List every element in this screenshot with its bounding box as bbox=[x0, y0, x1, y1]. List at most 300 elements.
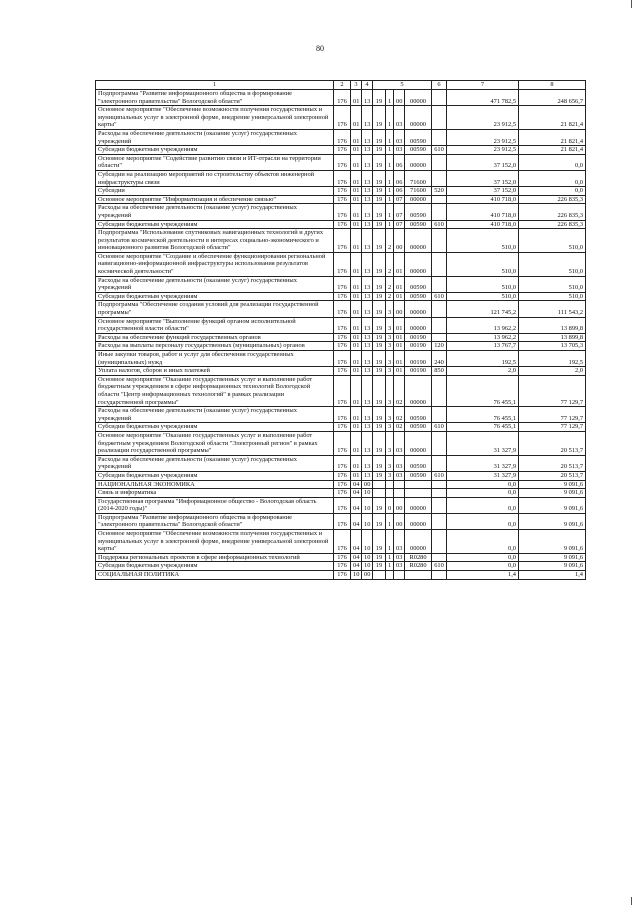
row-code-expense-type bbox=[432, 480, 447, 489]
table-row bbox=[96, 276, 586, 292]
row-code-program: 19 bbox=[373, 129, 386, 145]
row-code-subsection: 00 bbox=[362, 571, 373, 580]
row-code-admin: 176 bbox=[334, 106, 351, 130]
row-code-expense-type bbox=[432, 170, 447, 186]
row-code-admin: 176 bbox=[334, 497, 351, 513]
row-code-section: 04 bbox=[351, 562, 362, 571]
row-code-subsection: 13 bbox=[362, 351, 373, 367]
row-code-direction: 71600 bbox=[405, 170, 432, 186]
row-description: Поддержка региональных проектов в сфере информационных технологий bbox=[96, 553, 334, 562]
row-code-subsection: 10 bbox=[362, 489, 373, 498]
row-code-section: 01 bbox=[351, 252, 362, 276]
row-code-program: 19 bbox=[373, 333, 386, 342]
row-code-event: 03 bbox=[394, 129, 405, 145]
row-code-section: 01 bbox=[351, 220, 362, 229]
row-code-subprogram: 3 bbox=[386, 471, 394, 480]
row-description: Подпрограмма "Развитие информационного общества и формирование "электронного правительства" Вологодской области" bbox=[96, 90, 334, 106]
row-code-admin: 176 bbox=[334, 480, 351, 489]
row-amount-year1: 31 327,9 bbox=[447, 455, 519, 471]
row-description: Субсидии бюджетным учреждениям bbox=[96, 471, 334, 480]
row-code-event: 00 bbox=[394, 497, 405, 513]
row-code-event: 01 bbox=[394, 367, 405, 376]
row-code-subprogram: 3 bbox=[386, 367, 394, 376]
row-description: Субсидии бюджетным учреждениям bbox=[96, 146, 334, 155]
row-code-subprogram: 3 bbox=[386, 431, 394, 455]
row-code-subsection: 13 bbox=[362, 333, 373, 342]
row-amount-year1: 37 152,0 bbox=[447, 154, 519, 170]
row-amount-year1: 13 962,2 bbox=[447, 317, 519, 333]
row-code-subsection: 13 bbox=[362, 367, 373, 376]
row-amount-year2: 226 835,3 bbox=[519, 204, 586, 220]
row-code-expense-type bbox=[432, 317, 447, 333]
scan-edge-mark-top bbox=[631, 0, 632, 8]
row-code-subprogram: 2 bbox=[386, 276, 394, 292]
row-code-subprogram: 1 bbox=[386, 562, 394, 571]
row-amount-year2: 510,0 bbox=[519, 229, 586, 253]
row-description: Иные закупки товаров, работ и услуг для обеспечения государственных (муниципальных) нужд bbox=[96, 351, 334, 367]
row-code-admin: 176 bbox=[334, 530, 351, 554]
row-code-admin: 176 bbox=[334, 292, 351, 301]
row-code-subprogram: 3 bbox=[386, 423, 394, 432]
row-amount-year2: 510,0 bbox=[519, 276, 586, 292]
row-code-program: 19 bbox=[373, 292, 386, 301]
table-row bbox=[96, 562, 586, 571]
row-description: Расходы на обеспечение деятельности (оказание услуг) государственных учреждений bbox=[96, 204, 334, 220]
row-code-subprogram: 3 bbox=[386, 407, 394, 423]
budget-table-body bbox=[96, 81, 586, 580]
row-code-event: 06 bbox=[394, 154, 405, 170]
row-amount-year2: 13 705,3 bbox=[519, 342, 586, 351]
row-code-program: 19 bbox=[373, 220, 386, 229]
row-code-program: 19 bbox=[373, 204, 386, 220]
row-amount-year2: 9 091,6 bbox=[519, 497, 586, 513]
row-amount-year1: 76 455,1 bbox=[447, 375, 519, 406]
row-code-direction: 00590 bbox=[405, 276, 432, 292]
row-code-section: 01 bbox=[351, 195, 362, 204]
row-description: Основное мероприятие "Оказание государственных услуг и выполнение работ бюджетным учреждением Вологодской области "Электронный регион" в рамках реализации государственной программы" bbox=[96, 431, 334, 455]
row-code-admin: 176 bbox=[334, 252, 351, 276]
table-row bbox=[96, 187, 586, 196]
row-amount-year2: 0,0 bbox=[519, 154, 586, 170]
row-amount-year2: 226 835,3 bbox=[519, 195, 586, 204]
row-code-admin: 176 bbox=[334, 204, 351, 220]
row-code-section: 01 bbox=[351, 407, 362, 423]
row-code-subsection: 13 bbox=[362, 455, 373, 471]
row-amount-year1: 0,0 bbox=[447, 489, 519, 498]
row-code-subsection: 13 bbox=[362, 170, 373, 186]
row-description: Государственная программа "Информационное общество - Вологодская область (2014-2020 годы)" bbox=[96, 497, 334, 513]
row-code-subsection: 10 bbox=[362, 530, 373, 554]
row-amount-year1: 0,0 bbox=[447, 513, 519, 529]
row-code-direction: R0280 bbox=[405, 562, 432, 571]
row-code-section: 01 bbox=[351, 129, 362, 145]
row-code-section: 01 bbox=[351, 170, 362, 186]
row-code-section: 04 bbox=[351, 489, 362, 498]
row-code-program: 19 bbox=[373, 90, 386, 106]
table-row bbox=[96, 195, 586, 204]
row-code-subprogram: 1 bbox=[386, 154, 394, 170]
row-amount-year1: 37 152,0 bbox=[447, 170, 519, 186]
row-amount-year2: 1,4 bbox=[519, 571, 586, 580]
header-cell: 6 bbox=[432, 81, 447, 90]
row-description: Уплата налогов, сборов и иных платежей bbox=[96, 367, 334, 376]
row-description: Расходы на обеспечение деятельности (оказание услуг) государственных учреждений bbox=[96, 407, 334, 423]
row-amount-year2: 9 091,6 bbox=[519, 562, 586, 571]
row-code-event: 00 bbox=[394, 301, 405, 317]
row-code-admin: 176 bbox=[334, 455, 351, 471]
row-code-subprogram: 3 bbox=[386, 301, 394, 317]
row-code-section: 10 bbox=[351, 571, 362, 580]
row-description: Основное мероприятие "Содействие развитию связи и ИТ-отрасли на территории области" bbox=[96, 154, 334, 170]
row-code-admin: 176 bbox=[334, 571, 351, 580]
row-description: Основное мероприятие "Создание и обеспечение функционирования региональной навигационно-информационной инфраструктуры использования результатов космической деятельности" bbox=[96, 252, 334, 276]
row-code-direction: 00000 bbox=[405, 513, 432, 529]
row-code-event: 01 bbox=[394, 276, 405, 292]
row-code-subprogram: 1 bbox=[386, 146, 394, 155]
row-code-expense-type bbox=[432, 530, 447, 554]
row-code-direction: 71600 bbox=[405, 187, 432, 196]
row-code-expense-type bbox=[432, 195, 447, 204]
row-code-expense-type bbox=[432, 431, 447, 455]
row-code-direction: 00590 bbox=[405, 407, 432, 423]
row-code-direction: 00000 bbox=[405, 252, 432, 276]
row-code-expense-type: 610 bbox=[432, 423, 447, 432]
row-code-program bbox=[373, 489, 386, 498]
row-code-direction: 00000 bbox=[405, 317, 432, 333]
row-amount-year1: 510,0 bbox=[447, 292, 519, 301]
row-code-event: 03 bbox=[394, 431, 405, 455]
row-code-section: 01 bbox=[351, 229, 362, 253]
row-code-expense-type bbox=[432, 497, 447, 513]
table-row bbox=[96, 367, 586, 376]
row-amount-year2: 9 091,6 bbox=[519, 530, 586, 554]
row-code-direction bbox=[405, 489, 432, 498]
row-code-expense-type bbox=[432, 333, 447, 342]
row-code-expense-type bbox=[432, 106, 447, 130]
row-code-expense-type: 610 bbox=[432, 220, 447, 229]
column-number-row bbox=[96, 81, 586, 90]
row-amount-year2: 77 129,7 bbox=[519, 375, 586, 406]
row-code-subsection: 13 bbox=[362, 342, 373, 351]
table-row bbox=[96, 129, 586, 145]
row-amount-year2: 20 513,7 bbox=[519, 471, 586, 480]
row-amount-year2: 77 129,7 bbox=[519, 407, 586, 423]
row-amount-year1: 410 718,0 bbox=[447, 220, 519, 229]
row-code-expense-type: 610 bbox=[432, 292, 447, 301]
row-code-program bbox=[373, 571, 386, 580]
row-code-subprogram: 1 bbox=[386, 90, 394, 106]
table-row bbox=[96, 497, 586, 513]
row-description: СОЦИАЛЬНАЯ ПОЛИТИКА bbox=[96, 571, 334, 580]
row-code-admin: 176 bbox=[334, 220, 351, 229]
table-row bbox=[96, 106, 586, 130]
row-amount-year1: 0,0 bbox=[447, 562, 519, 571]
table-row bbox=[96, 423, 586, 432]
row-amount-year2: 21 821,4 bbox=[519, 146, 586, 155]
row-code-subsection: 00 bbox=[362, 480, 373, 489]
row-amount-year1: 510,0 bbox=[447, 252, 519, 276]
row-code-program: 19 bbox=[373, 317, 386, 333]
row-code-direction: 00000 bbox=[405, 375, 432, 406]
row-code-subprogram: 2 bbox=[386, 292, 394, 301]
row-amount-year1: 471 782,5 bbox=[447, 90, 519, 106]
row-code-program: 19 bbox=[373, 187, 386, 196]
row-code-section: 01 bbox=[351, 375, 362, 406]
row-code-section: 01 bbox=[351, 455, 362, 471]
row-amount-year2: 226 835,3 bbox=[519, 220, 586, 229]
row-code-program: 19 bbox=[373, 252, 386, 276]
row-description: Расходы на обеспечение деятельности (оказание услуг) государственных учреждений bbox=[96, 455, 334, 471]
row-amount-year2: 248 656,7 bbox=[519, 90, 586, 106]
row-code-program: 19 bbox=[373, 530, 386, 554]
row-code-program: 19 bbox=[373, 562, 386, 571]
row-code-event: 01 bbox=[394, 333, 405, 342]
row-code-expense-type bbox=[432, 553, 447, 562]
row-code-program: 19 bbox=[373, 423, 386, 432]
row-code-section: 01 bbox=[351, 423, 362, 432]
row-code-subsection: 13 bbox=[362, 276, 373, 292]
row-code-event: 03 bbox=[394, 471, 405, 480]
row-code-event bbox=[394, 571, 405, 580]
page-number: 80 bbox=[316, 44, 324, 53]
row-code-subsection: 10 bbox=[362, 562, 373, 571]
row-amount-year1: 31 327,9 bbox=[447, 431, 519, 455]
row-code-direction: 00590 bbox=[405, 204, 432, 220]
row-code-admin: 176 bbox=[334, 90, 351, 106]
row-code-admin: 176 bbox=[334, 375, 351, 406]
row-code-direction: 00190 bbox=[405, 367, 432, 376]
row-code-event bbox=[394, 480, 405, 489]
table-row bbox=[96, 154, 586, 170]
row-code-subprogram bbox=[386, 480, 394, 489]
row-amount-year2: 21 821,4 bbox=[519, 129, 586, 145]
row-code-expense-type bbox=[432, 455, 447, 471]
row-amount-year1: 0,0 bbox=[447, 553, 519, 562]
row-code-subprogram: 2 bbox=[386, 229, 394, 253]
row-code-admin: 176 bbox=[334, 407, 351, 423]
row-code-subprogram: 3 bbox=[386, 333, 394, 342]
row-amount-year1: 23 912,5 bbox=[447, 106, 519, 130]
row-description: Субсидии на реализацию мероприятий по строительству объектов инженерной инфраструктуры связи bbox=[96, 170, 334, 186]
row-code-direction: 00000 bbox=[405, 497, 432, 513]
row-code-direction bbox=[405, 480, 432, 489]
row-code-direction: R0280 bbox=[405, 553, 432, 562]
row-code-subsection: 13 bbox=[362, 375, 373, 406]
row-code-subprogram: 1 bbox=[386, 220, 394, 229]
row-description: Субсидии бюджетным учреждениям bbox=[96, 292, 334, 301]
row-code-program: 19 bbox=[373, 497, 386, 513]
row-code-admin: 176 bbox=[334, 423, 351, 432]
row-code-section: 01 bbox=[351, 317, 362, 333]
row-code-subsection: 13 bbox=[362, 252, 373, 276]
row-code-event: 00 bbox=[394, 513, 405, 529]
row-code-program: 19 bbox=[373, 106, 386, 130]
row-description: Подпрограмма "Развитие информационного общества и формирование "электронного правительства" Вологодской области" bbox=[96, 513, 334, 529]
header-cell: 2 bbox=[334, 81, 351, 90]
table-row bbox=[96, 471, 586, 480]
row-code-expense-type bbox=[432, 276, 447, 292]
row-code-event: 02 bbox=[394, 423, 405, 432]
row-code-event: 03 bbox=[394, 553, 405, 562]
row-code-event: 03 bbox=[394, 562, 405, 571]
row-code-subprogram: 3 bbox=[386, 375, 394, 406]
table-row bbox=[96, 333, 586, 342]
row-code-event: 07 bbox=[394, 195, 405, 204]
table-row bbox=[96, 292, 586, 301]
row-description: НАЦИОНАЛЬНАЯ ЭКОНОМИКА bbox=[96, 480, 334, 489]
row-code-event: 00 bbox=[394, 229, 405, 253]
row-description: Расходы на обеспечение деятельности (оказание услуг) государственных учреждений bbox=[96, 276, 334, 292]
row-code-subprogram: 1 bbox=[386, 170, 394, 186]
row-code-section: 01 bbox=[351, 342, 362, 351]
row-description: Основное мероприятие "Выполнение функций органом исполнительной государственной власти области" bbox=[96, 317, 334, 333]
row-code-direction: 00000 bbox=[405, 530, 432, 554]
table-row bbox=[96, 407, 586, 423]
row-code-expense-type bbox=[432, 513, 447, 529]
row-amount-year1: 23 912,5 bbox=[447, 146, 519, 155]
row-code-expense-type bbox=[432, 489, 447, 498]
row-code-event: 03 bbox=[394, 146, 405, 155]
row-code-program: 19 bbox=[373, 513, 386, 529]
row-code-admin: 176 bbox=[334, 351, 351, 367]
row-code-admin: 176 bbox=[334, 513, 351, 529]
row-amount-year2: 111 543,2 bbox=[519, 301, 586, 317]
row-code-expense-type bbox=[432, 375, 447, 406]
row-amount-year2: 77 129,7 bbox=[519, 423, 586, 432]
row-amount-year1: 1,4 bbox=[447, 571, 519, 580]
row-code-direction: 00590 bbox=[405, 423, 432, 432]
row-code-admin: 176 bbox=[334, 146, 351, 155]
table-row bbox=[96, 220, 586, 229]
row-code-expense-type bbox=[432, 229, 447, 253]
table-row bbox=[96, 301, 586, 317]
row-code-admin: 176 bbox=[334, 187, 351, 196]
row-code-expense-type: 240 bbox=[432, 351, 447, 367]
row-code-expense-type: 610 bbox=[432, 146, 447, 155]
row-code-expense-type bbox=[432, 571, 447, 580]
row-code-expense-type bbox=[432, 129, 447, 145]
scan-edge-mark-bottom bbox=[631, 897, 632, 905]
row-code-direction: 00590 bbox=[405, 292, 432, 301]
row-amount-year2: 13 899,8 bbox=[519, 333, 586, 342]
row-code-subsection: 13 bbox=[362, 423, 373, 432]
row-description: Расходы на обеспечение функций государственных органов bbox=[96, 333, 334, 342]
row-code-subsection: 13 bbox=[362, 146, 373, 155]
row-code-subsection: 10 bbox=[362, 553, 373, 562]
row-code-subprogram: 3 bbox=[386, 455, 394, 471]
row-description: Связь и информатика bbox=[96, 489, 334, 498]
table-row bbox=[96, 342, 586, 351]
row-code-program: 19 bbox=[373, 195, 386, 204]
row-code-direction: 00000 bbox=[405, 90, 432, 106]
row-code-section: 01 bbox=[351, 471, 362, 480]
table-row bbox=[96, 252, 586, 276]
row-code-event: 03 bbox=[394, 530, 405, 554]
row-code-direction bbox=[405, 571, 432, 580]
row-code-event: 01 bbox=[394, 292, 405, 301]
table-row bbox=[96, 571, 586, 580]
row-description: Расходы на обеспечение деятельности (оказание услуг) государственных учреждений bbox=[96, 129, 334, 145]
row-code-subprogram bbox=[386, 489, 394, 498]
row-code-admin: 176 bbox=[334, 317, 351, 333]
row-code-subprogram: 2 bbox=[386, 252, 394, 276]
row-code-direction: 00590 bbox=[405, 455, 432, 471]
row-code-subprogram: 1 bbox=[386, 553, 394, 562]
row-code-event: 01 bbox=[394, 252, 405, 276]
row-code-section: 01 bbox=[351, 333, 362, 342]
row-amount-year1: 510,0 bbox=[447, 276, 519, 292]
row-code-program: 19 bbox=[373, 431, 386, 455]
row-code-subsection: 13 bbox=[362, 229, 373, 253]
table-row bbox=[96, 146, 586, 155]
table-row bbox=[96, 553, 586, 562]
row-code-direction: 00000 bbox=[405, 431, 432, 455]
row-code-expense-type bbox=[432, 90, 447, 106]
table-row bbox=[96, 317, 586, 333]
row-amount-year2: 9 091,6 bbox=[519, 553, 586, 562]
header-cell: 7 bbox=[447, 81, 519, 90]
row-code-program: 19 bbox=[373, 342, 386, 351]
row-code-direction: 00590 bbox=[405, 146, 432, 155]
row-code-subprogram: 3 bbox=[386, 317, 394, 333]
row-code-subprogram: 1 bbox=[386, 129, 394, 145]
row-code-direction: 00000 bbox=[405, 229, 432, 253]
row-amount-year1: 76 455,1 bbox=[447, 407, 519, 423]
row-code-subprogram: 1 bbox=[386, 204, 394, 220]
header-cell: 1 bbox=[96, 81, 334, 90]
row-amount-year1: 0,0 bbox=[447, 497, 519, 513]
row-amount-year1: 13 962,2 bbox=[447, 333, 519, 342]
row-code-section: 04 bbox=[351, 497, 362, 513]
row-amount-year1: 23 912,5 bbox=[447, 129, 519, 145]
row-amount-year1: 13 767,7 bbox=[447, 342, 519, 351]
row-code-admin: 176 bbox=[334, 195, 351, 204]
row-description: Подпрограмма "Обеспечение создания условий для реализации государственной программы" bbox=[96, 301, 334, 317]
row-code-event: 00 bbox=[394, 90, 405, 106]
row-code-direction: 00000 bbox=[405, 195, 432, 204]
table-row bbox=[96, 431, 586, 455]
row-code-program bbox=[373, 480, 386, 489]
row-code-section: 01 bbox=[351, 146, 362, 155]
row-description: Субсидии bbox=[96, 187, 334, 196]
table-row bbox=[96, 513, 586, 529]
row-code-program: 19 bbox=[373, 367, 386, 376]
row-amount-year2: 13 899,8 bbox=[519, 317, 586, 333]
row-amount-year1: 192,5 bbox=[447, 351, 519, 367]
row-code-program: 19 bbox=[373, 301, 386, 317]
row-code-section: 01 bbox=[351, 351, 362, 367]
row-code-expense-type: 610 bbox=[432, 562, 447, 571]
row-amount-year2: 20 513,7 bbox=[519, 431, 586, 455]
row-code-direction: 00000 bbox=[405, 154, 432, 170]
row-code-subsection: 13 bbox=[362, 431, 373, 455]
row-code-subsection: 13 bbox=[362, 292, 373, 301]
row-code-admin: 176 bbox=[334, 276, 351, 292]
row-code-program: 19 bbox=[373, 553, 386, 562]
table-row bbox=[96, 90, 586, 106]
row-code-section: 01 bbox=[351, 367, 362, 376]
row-code-event: 07 bbox=[394, 220, 405, 229]
row-amount-year1: 410 718,0 bbox=[447, 195, 519, 204]
row-amount-year2: 510,0 bbox=[519, 252, 586, 276]
row-code-subsection: 13 bbox=[362, 154, 373, 170]
row-code-subsection: 13 bbox=[362, 471, 373, 480]
row-code-subprogram: 3 bbox=[386, 351, 394, 367]
row-amount-year1: 31 327,9 bbox=[447, 471, 519, 480]
row-code-program: 19 bbox=[373, 170, 386, 186]
table-row bbox=[96, 351, 586, 367]
row-code-event bbox=[394, 489, 405, 498]
